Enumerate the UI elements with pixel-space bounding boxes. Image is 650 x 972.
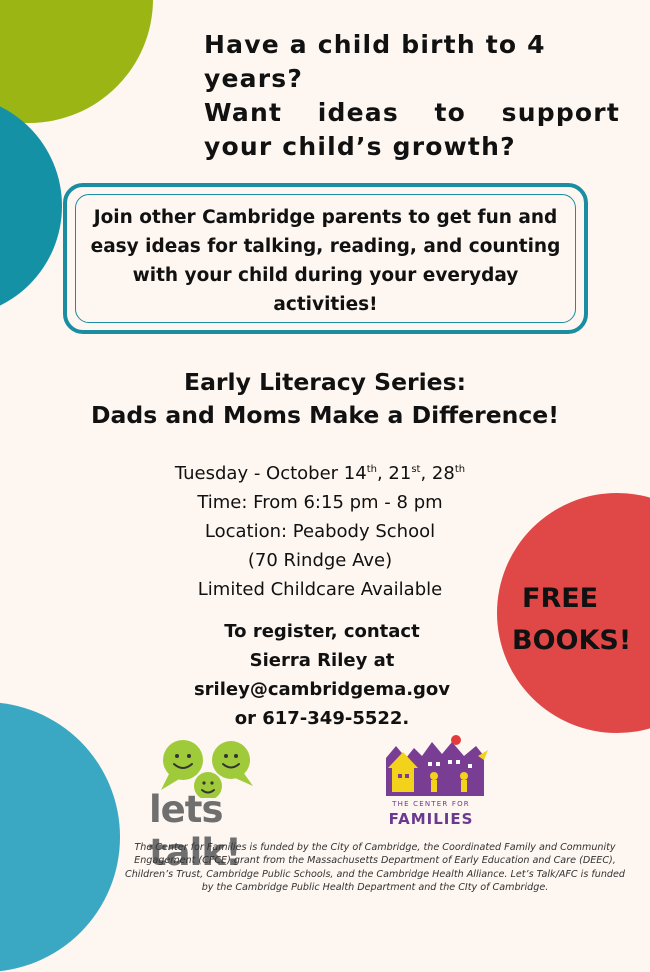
event-dates	[150, 455, 490, 488]
event-time: Time: From 6:15 pm - 8 pm	[197, 492, 443, 513]
decorative-light-teal-circle	[0, 702, 120, 972]
lets-talk-wordmark: lets talk!	[149, 788, 241, 874]
event-location: Location: Peabody School	[204, 521, 436, 542]
event-childcare: Limited Childcare Available	[197, 579, 443, 600]
date-3: , 28	[420, 463, 455, 484]
badge-line-1: FREE	[522, 583, 599, 614]
series-title-line-2: Dads and Moms Make a Difference!	[91, 401, 559, 429]
funding-footer: The Center for Families is funded by the City of Cambridge, the Coordinated Family and Community Engagement (CFCE) grant from the Massachusetts Department of Early Education and Care (DEEC), Children’s Trust, Cambridge Public Schools, and the Cambridge Health Alliance. Let’s Talk/AFC is funded by the Cambridge Public Health Department and the CIty of Cambridge.	[125, 842, 625, 894]
date-1-suffix: th	[366, 464, 377, 475]
houses-icon	[384, 732, 494, 798]
date-1: Tuesday - October 14	[174, 463, 367, 484]
callout-text: Join other Cambridge parents to get fun and easy ideas for talking, reading, and counting with your child during your everyday activities!	[90, 207, 561, 315]
register-line-1: To register, contact	[224, 621, 420, 642]
cff-wordmark-line-1: THE CENTER FOR	[392, 800, 470, 808]
lets-talk-logo	[147, 738, 307, 874]
event-address: (70 Rindge Ave)	[247, 550, 393, 571]
series-title	[0, 366, 650, 432]
register-phone[interactable]: or 617-349-5522.	[234, 708, 410, 729]
date-2-suffix: st	[411, 464, 421, 475]
register-email[interactable]: sriley@cambridgema.gov	[193, 679, 451, 700]
register-line-2: Sierra Riley at	[249, 650, 395, 671]
date-2: , 21	[376, 463, 412, 484]
date-3-suffix: th	[454, 464, 466, 475]
decorative-green-circle	[0, 0, 153, 123]
headline-question-2: Want ideas to support your child’s growth?	[204, 98, 620, 161]
event-details	[150, 455, 490, 604]
series-title-line-1: Early Literacy Series:	[184, 368, 466, 396]
registration-info	[172, 617, 472, 733]
decorative-teal-circle	[0, 95, 62, 317]
center-for-families-logo	[384, 732, 494, 832]
headline-question-1: Have a child birth to 4 years?	[204, 30, 546, 93]
badge-line-2: BOOKS!	[512, 625, 632, 656]
free-books-badge-text	[512, 578, 650, 662]
cff-wordmark-line-2: FAMILIES	[388, 810, 474, 828]
